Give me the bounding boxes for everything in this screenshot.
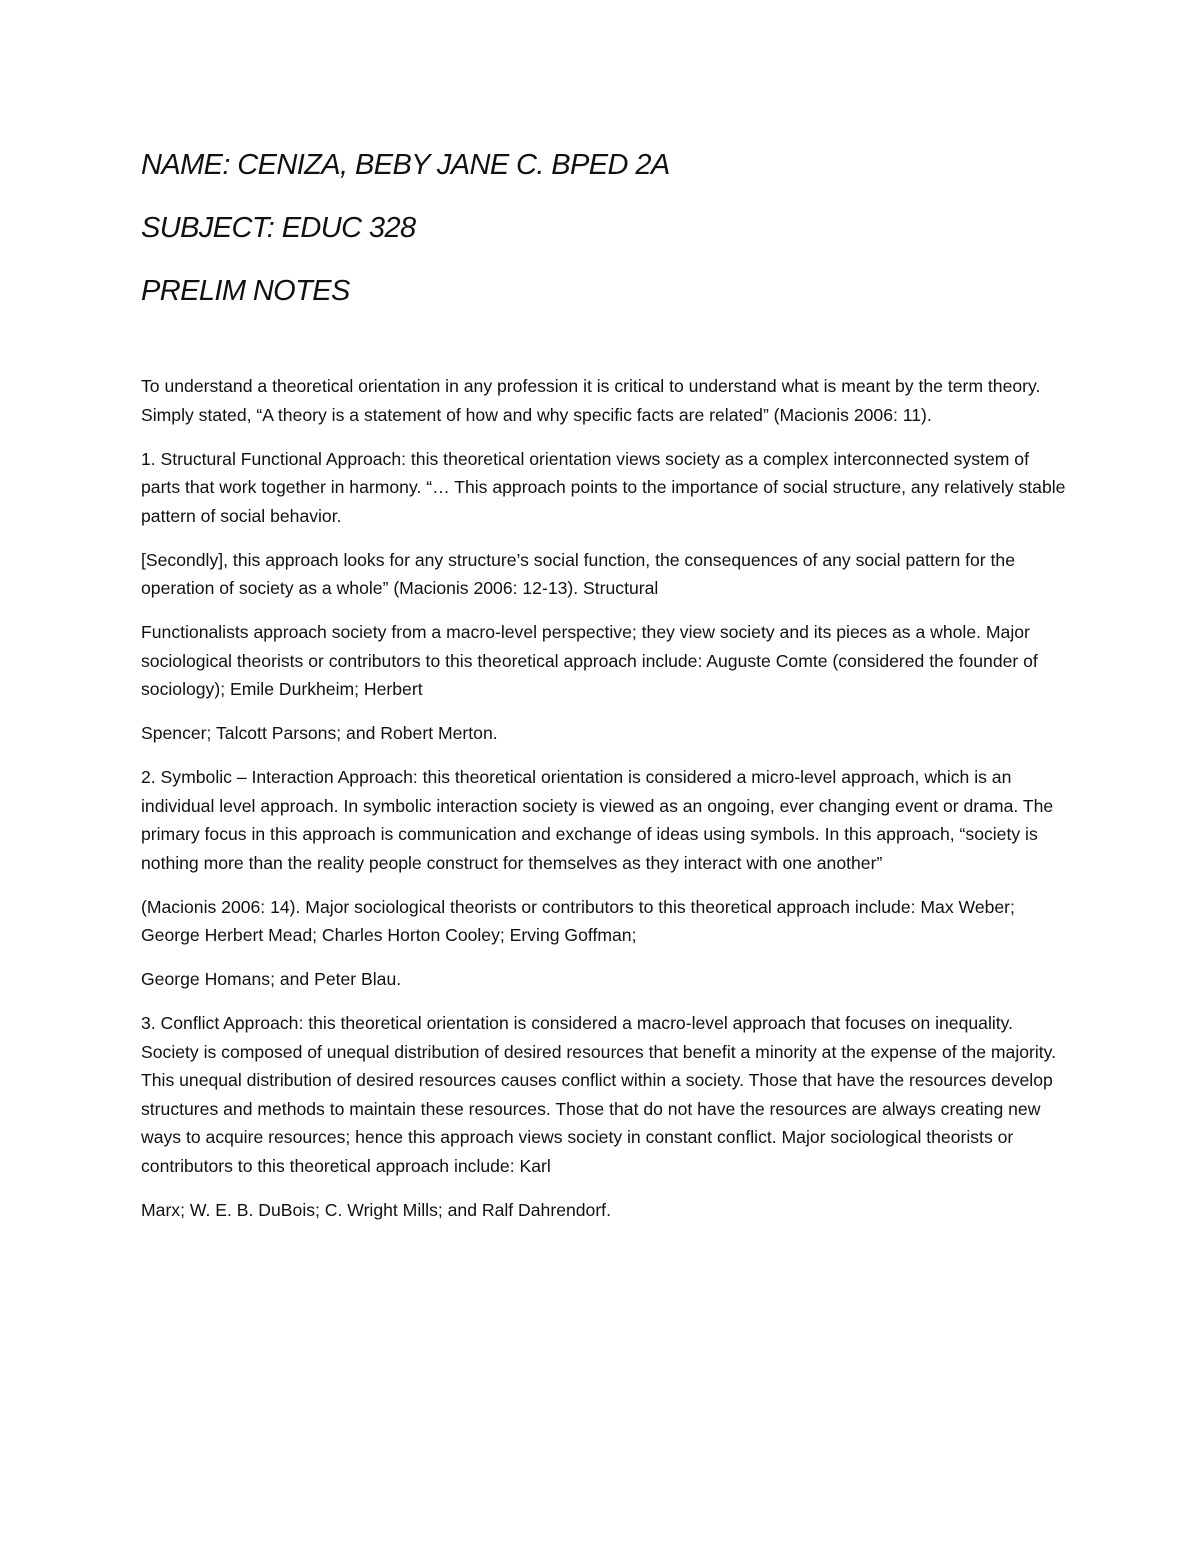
paragraph-structural-functional: 1. Structural Functional Approach: this theoretical orientation views society as a complex interconnected system of parts that work together in harmony. “… This approach points to the importance of social structure, any relatively stable pattern of social behavior. [141,448,1066,526]
subject-line: SUBJECT: EDUC 328 [141,212,416,244]
paragraph-macionis-14: (Macionis 2006: 14). Major sociological theorists or contributors to this theoretical approach include: Max Weber; George Herbert Mead; Charles Horton Cooley; Erving Goffman; [141,896,1015,945]
paragraph-spencer: Spencer; Talcott Parsons; and Robert Merton. [141,723,498,743]
paragraph-symbolic-interaction: 2. Symbolic – Interaction Approach: this theoretical orientation is considered a micro-level approach, which is an individual level approach. In symbolic interaction society is viewed as an ongoing, ever changing event or drama. The primary focus in this approach is communication and exchange of ideas using symbols. In this approach, “society is nothing more than the reality people construct for themselves as they interact with one another” [141,767,1054,873]
paragraph-functionalists: Functionalists approach society from a macro-level perspective; they view society and its pieces as a whole. Major sociological theorists or contributors to this theoretical approach include: Auguste Comte (considered the founder of sociology); Emile Durkheim; Herbert [141,622,1038,699]
paragraph-marx: Marx; W. E. B. DuBois; C. Wright Mills; and Ralf Dahrendorf. [141,1199,611,1220]
paragraph-intro: To understand a theoretical orientation in any profession it is critical to understand what is meant by the term theory. Simply stated, “A theory is a statement of how and why specific facts are related” (Macionis 2006: 11). [141,376,1041,425]
student-name-line: NAME: CENIZA, BEBY JANE C. BPED 2A [141,149,670,181]
notes-title: PRELIM NOTES [141,275,350,307]
paragraph-homans: George Homans; and Peter Blau. [141,969,402,989]
paragraph-conflict: 3. Conflict Approach: this theoretical orientation is considered a macro-level approach that focuses on inequality. Society is composed of unequal distribution of desired resources that benefit a minority at the expense of the majority. This unequal distribution of desired resources causes conflict within a society. Those that have the resources develop structures and methods to maintain these resources. Those that do not have the resources are always creating new ways to acquire resources; hence this approach views society in constant conflict. Major sociological theorists or contributors to this theoretical approach include: Karl [141,1013,1057,1176]
paragraph-secondly: [Secondly], this approach looks for any structure’s social function, the consequences of any social pattern for the operation of society as a whole” (Macionis 2006: 12-13). Structural [141,549,1015,598]
document-header [141,146,1081,335]
document-body [141,372,1071,1240]
